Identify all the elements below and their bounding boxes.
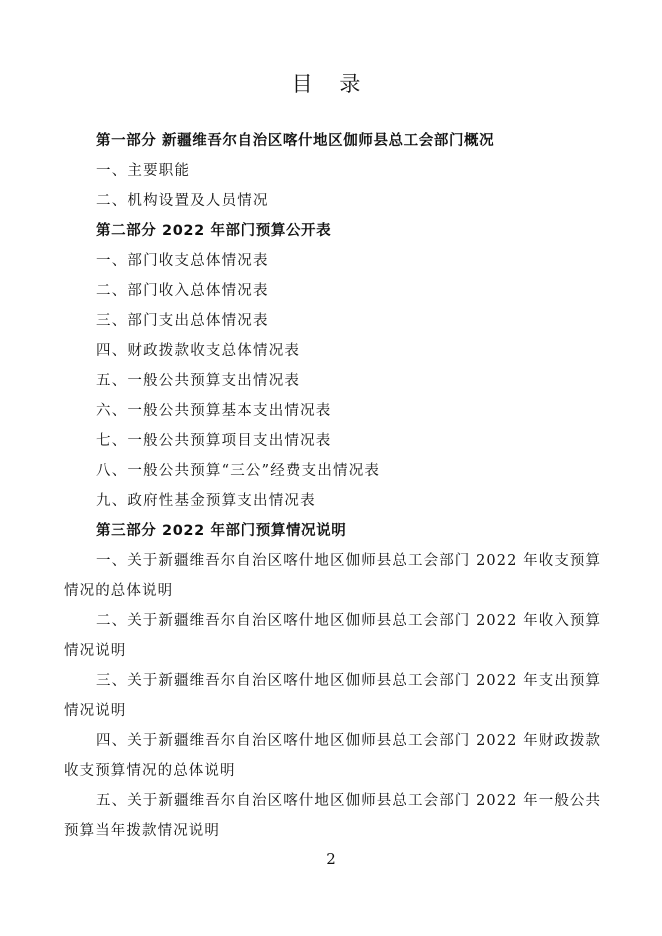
toc-item: 五、一般公共预算支出情况表 xyxy=(96,373,301,389)
toc-item: 三、部门支出总体情况表 xyxy=(96,313,269,329)
toc-item: 五、关于新疆维吾尔自治区喀什地区伽师县总工会部门 2022 年一般公共预算当年拨款情况说明 xyxy=(64,793,602,839)
toc-item: 六、一般公共预算基本支出情况表 xyxy=(96,403,332,419)
toc-item: 七、一般公共预算项目支出情况表 xyxy=(96,433,332,449)
toc-item: 八、一般公共预算“三公”经费支出情况表 xyxy=(96,463,381,479)
toc-part2-heading: 第二部分 2022 年部门预算公开表 xyxy=(96,223,332,239)
toc-part3-heading: 第三部分 2022 年部门预算情况说明 xyxy=(96,523,347,539)
page-title: 目 录 xyxy=(291,72,371,96)
toc-item: 一、主要职能 xyxy=(96,163,191,179)
toc-item: 二、部门收入总体情况表 xyxy=(96,283,269,299)
toc-item: 四、财政拨款收支总体情况表 xyxy=(96,343,301,359)
page-number: 2 xyxy=(326,850,336,868)
toc-item: 二、关于新疆维吾尔自治区喀什地区伽师县总工会部门 2022 年收入预算情况说明 xyxy=(64,613,602,659)
toc-item: 一、部门收支总体情况表 xyxy=(96,253,269,269)
toc-item: 三、关于新疆维吾尔自治区喀什地区伽师县总工会部门 2022 年支出预算情况说明 xyxy=(64,673,602,719)
toc-item: 二、机构设置及人员情况 xyxy=(96,193,269,209)
toc-item: 九、政府性基金预算支出情况表 xyxy=(96,493,316,509)
toc-part1-heading: 第一部分 新疆维吾尔自治区喀什地区伽师县总工会部门概况 xyxy=(96,133,495,149)
toc-item: 四、关于新疆维吾尔自治区喀什地区伽师县总工会部门 2022 年财政拨款收支预算情况的总体说明 xyxy=(64,733,602,779)
toc-item: 一、关于新疆维吾尔自治区喀什地区伽师县总工会部门 2022 年收支预算情况的总体说明 xyxy=(64,553,602,599)
